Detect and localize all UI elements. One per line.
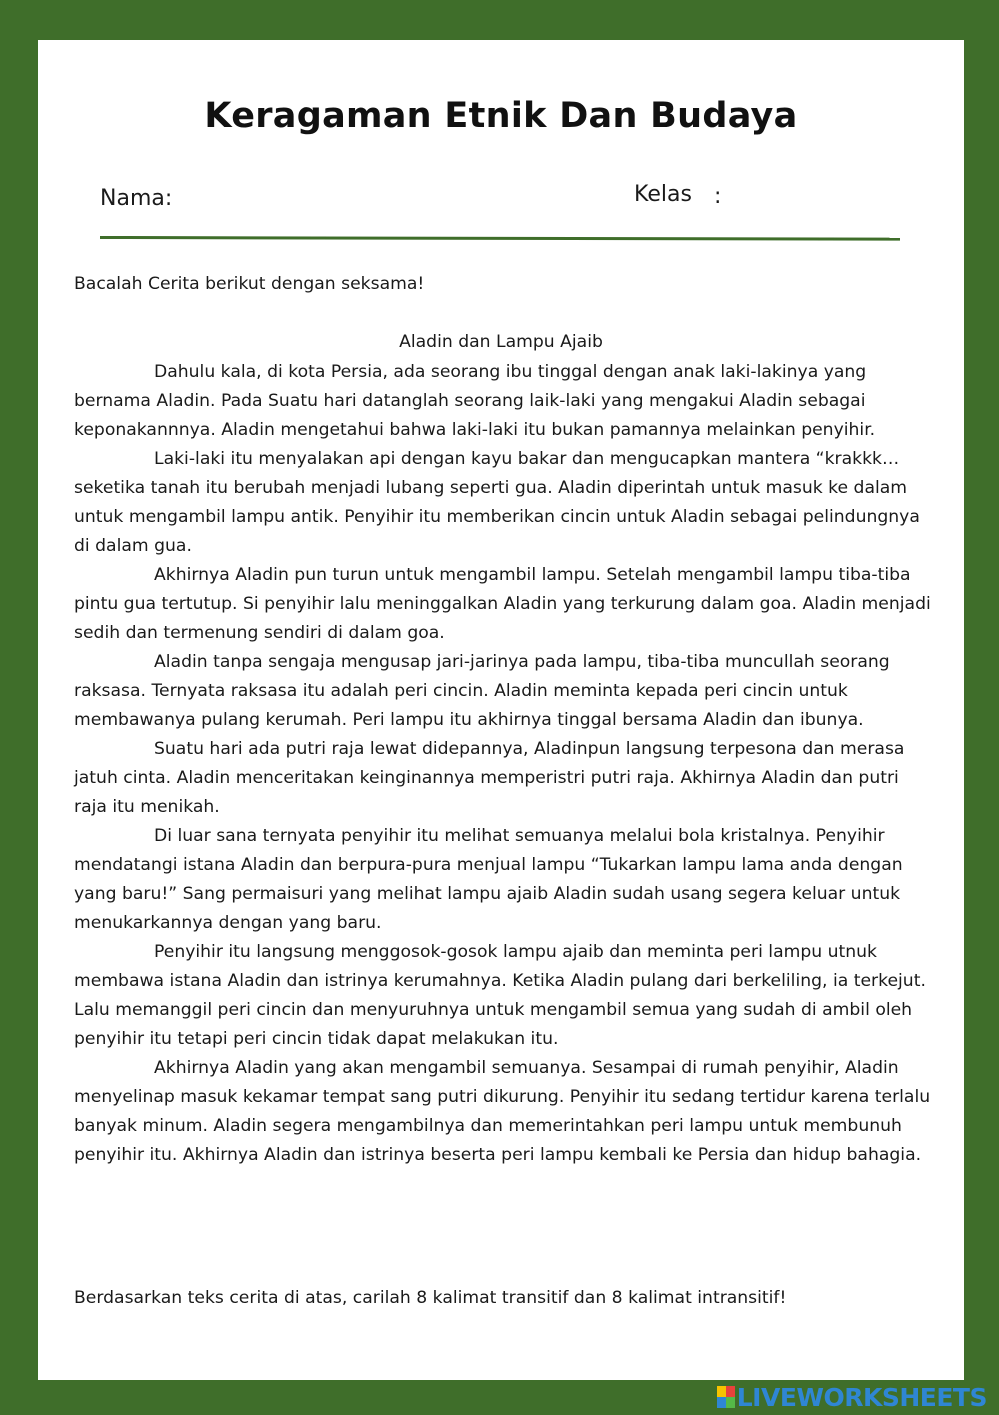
logo-square <box>726 1397 735 1408</box>
story-paragraph: Laki-laki itu menyalakan api dengan kayu bakar dan mengucapkan mantera “krakkk… seketika tanah itu berubah menjadi lubang seperti gua. Aladin diperintah untuk masuk ke dalam untuk mengambil lampu antik. Penyihir itu memberikan cincin untuk Aladin sebagai pelindungnya di dalam gua. <box>74 449 920 556</box>
story-paragraph: Dahulu kala, di kota Persia, ada seorang ibu tinggal dengan anak laki-lakinya yang bernama Aladin. Pada Suatu hari datanglah seorang laik-laki yang mengakui Aladin sebagai keponakannnya. Aladin mengetahui bahwa laki-laki itu bukan pamannya melainkan penyihir. <box>74 362 876 440</box>
worksheet-page <box>38 40 964 1380</box>
liveworksheets-brand-text: LIVEWORKSHEETS <box>736 1382 987 1412</box>
story-paragraph: Aladin tanpa sengaja mengusap jari-jarinya pada lampu, tiba-tiba muncullah seorang raksasa. Ternyata raksasa itu adalah peri cincin. Aladin meminta kepada peri cincin untuk membawanya pulang kerumah. Peri lampu itu akhirnya tinggal bersama Aladin dan ibunya. <box>74 652 890 730</box>
logo-square <box>717 1386 726 1397</box>
story-paragraph: Di luar sana ternyata penyihir itu melihat semuanya melalui bola kristalnya. Penyihir mendatangi istana Aladin dan berpura-pura menjual lampu “Tukarkan lampu lama anda dengan yang baru!” Sang permaisuri yang melihat lampu ajaib Aladin sudah usang segera keluar untuk menukarkannya dengan yang baru. <box>74 826 903 933</box>
logo-square <box>717 1397 726 1408</box>
liveworksheets-watermark[interactable] <box>717 1381 987 1413</box>
question-text: Berdasarkan teks cerita di atas, carilah 8 kalimat transitif dan 8 kalimat intransitif! <box>74 1288 787 1308</box>
header-divider <box>100 236 900 241</box>
story-paragraph: Akhirnya Aladin pun turun untuk mengambil lampu. Setelah mengambil lampu tiba-tiba pintu gua tertutup. Si penyihir lalu meninggalkan Aladin yang terkurung dalam goa. Aladin menjadi sedih dan termenung sendiri di dalam goa. <box>74 565 931 643</box>
nama-label: Nama: <box>100 186 173 211</box>
instruction-text: Bacalah Cerita berikut dengan seksama! <box>74 274 425 294</box>
logo-square <box>726 1386 735 1397</box>
liveworksheets-logo-icon <box>717 1386 735 1408</box>
kelas-colon: : <box>714 184 722 209</box>
page-title: Keragaman Etnik Dan Budaya <box>204 96 798 136</box>
story-paragraph: Penyihir itu langsung menggosok-gosok lampu ajaib dan meminta peri lampu utnuk membawa istana Aladin dan istrinya kerumahnya. Ketika Aladin pulang dari berkeliling, ia terkejut. Lalu memanggil peri cincin dan menyuruhnya untuk mengambil semua yang sudah di ambil oleh penyihir itu tetapi peri cincin tidak dapat melakukan itu. <box>74 942 926 1049</box>
story-paragraph: Suatu hari ada putri raja lewat didepannya, Aladinpun langsung terpesona dan merasa jatuh cinta. Aladin menceritakan keinginannya memperistri putri raja. Akhirnya Aladin dan putri raja itu menikah. <box>74 739 905 817</box>
story-paragraph: Akhirnya Aladin yang akan mengambil semuanya. Sesampai di rumah penyihir, Aladin menyelinap masuk kekamar tempat sang putri dikurung. Penyihir itu sedang tertidur karena terlalu banyak minum. Aladin segera mengambilnya dan memerintahkan peri lampu untuk membunuh penyihir itu. Akhirnya Aladin dan istrinya beserta peri lampu kembali ke Persia dan hidup bahagia. <box>74 1058 931 1165</box>
kelas-label: Kelas <box>634 182 692 207</box>
story-body <box>74 358 934 1170</box>
story-title: Aladin dan Lampu Ajaib <box>399 332 603 352</box>
